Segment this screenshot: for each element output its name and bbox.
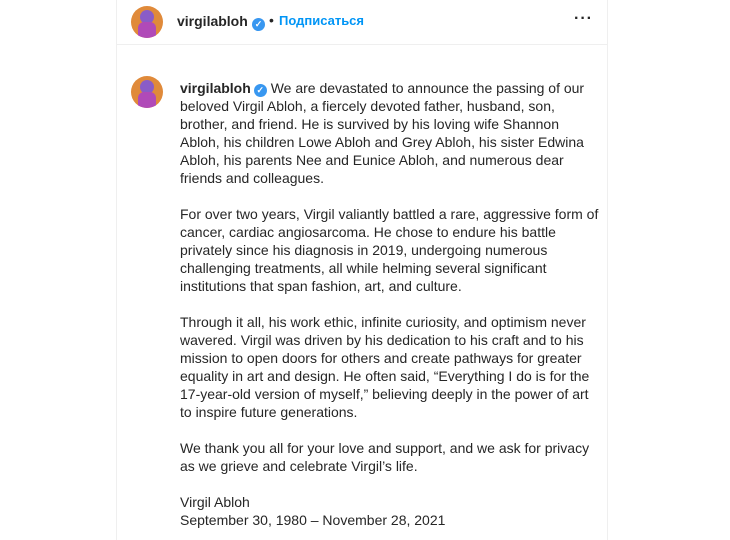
more-options-icon[interactable]: ··· [574, 10, 593, 27]
caption-text: We are devastated to announce the passing of our beloved Virgil Abloh, a fiercely devoted father, husband, son, brother, and friend. He is survived by his loving wife Shannon Abloh, his children Lowe Abloh and Grey Abloh, his sister Edwina Abloh, his parents Nee and Eunice Abloh, and numerous dear friends and colleagues. [180, 80, 585, 186]
header-avatar[interactable] [131, 6, 163, 38]
caption-avatar[interactable] [131, 76, 163, 108]
header-username[interactable]: virgilabloh [177, 13, 248, 29]
verified-badge-icon: ✓ [252, 18, 265, 31]
caption-paragraph-1 [180, 79, 600, 187]
avatar-body-shape [138, 22, 156, 38]
post-caption [180, 79, 600, 529]
verified-badge-icon: ✓ [254, 84, 267, 97]
caption-paragraph-3: Through it all, his work ethic, infinite curiosity, and optimism never wavered. Virgil was driven by his dedication to his craft and to his mission to open doors for others and create pathways for greater equality in art and design. He often said, “Everything I do is for the 17-year-old version of myself,” believing deeply in the power of art to inspire future generations. [180, 314, 590, 420]
follow-button[interactable]: Подписаться [279, 13, 365, 28]
header-verified-badge [249, 14, 265, 32]
post-panel [116, 0, 608, 540]
signature-dates: September 30, 1980 – November 28, 2021 [180, 512, 446, 528]
caption-username[interactable]: virgilabloh [180, 80, 251, 96]
header-separator: • [269, 12, 274, 28]
post-header [117, 0, 607, 45]
caption-paragraph-2: For over two years, Virgil valiantly battled a rare, aggressive form of cancer, cardiac angiosarcoma. He chose to endure his battle privately since his diagnosis in 2019, undergoing numerous challenging treatments, all while helming several significant institutions that span fashion, art, and culture. [180, 206, 599, 294]
caption-paragraph-4: We thank you all for your love and support, and we ask for privacy as we grieve and celebrate Virgil’s life. [180, 440, 590, 474]
avatar-body-shape [138, 92, 156, 108]
signature-name: Virgil Abloh [180, 494, 250, 510]
